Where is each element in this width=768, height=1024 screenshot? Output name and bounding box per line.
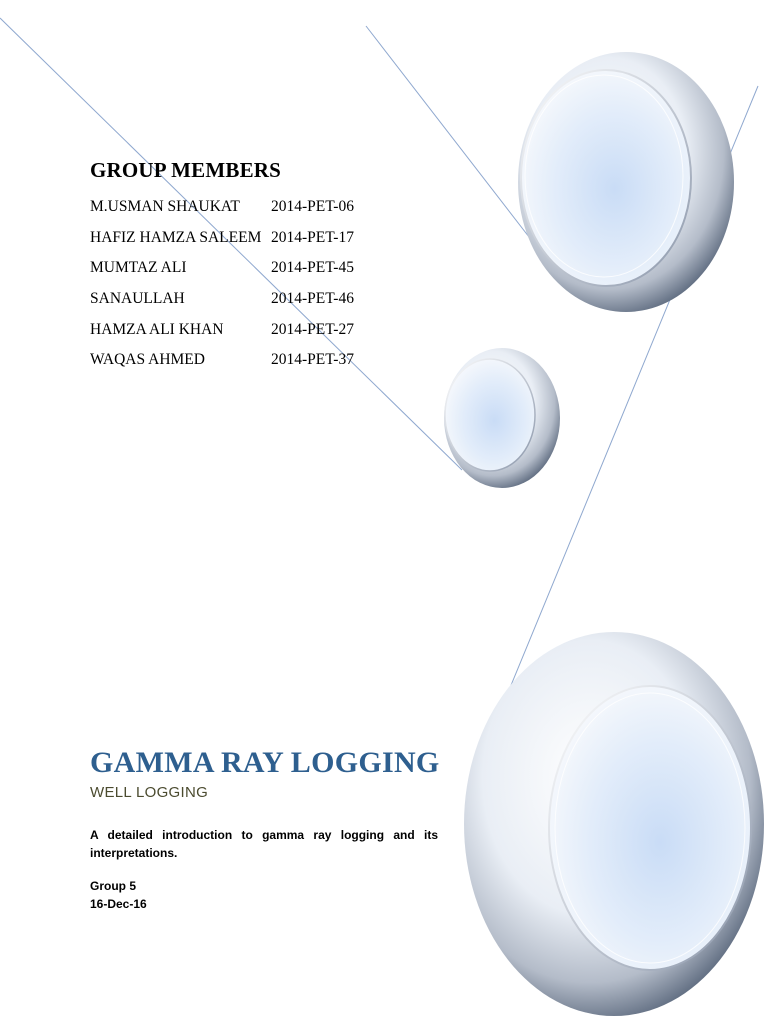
decorative-disc-top xyxy=(518,52,734,312)
member-id: 2014-PET-27 xyxy=(271,320,354,338)
document-abstract: A detailed introduction to gamma ray logging and its interpretations. xyxy=(90,828,438,860)
member-row xyxy=(90,321,354,352)
member-name: WAQAS AHMED xyxy=(90,351,205,369)
member-name: HAFIZ HAMZA SALEEM xyxy=(90,228,262,246)
member-row xyxy=(90,259,354,290)
document-title: GAMMA RAY LOGGING xyxy=(90,746,440,779)
member-name: M.USMAN SHAUKAT xyxy=(90,198,240,215)
member-id: 2014-PET-45 xyxy=(271,259,354,277)
member-row xyxy=(90,290,354,321)
group-members-heading: GROUP MEMBERS xyxy=(90,158,282,182)
member-row xyxy=(90,351,354,382)
decorative-disc-bottom xyxy=(464,632,764,1016)
member-id: 2014-PET-17 xyxy=(271,228,354,246)
decorative-line xyxy=(366,26,536,246)
document-subtitle: WELL LOGGING xyxy=(90,784,209,801)
decorative-disc-middle xyxy=(444,348,560,488)
document-date: 16-Dec-16 xyxy=(90,897,147,911)
member-id: 2014-PET-06 xyxy=(271,198,354,215)
member-row xyxy=(90,198,354,229)
member-name: HAMZA ALI KHAN xyxy=(90,320,224,338)
group-members-list xyxy=(90,198,354,382)
member-id: 2014-PET-46 xyxy=(271,290,354,308)
member-row xyxy=(90,229,354,260)
member-name: MUMTAZ ALI xyxy=(90,259,187,277)
member-id: 2014-PET-37 xyxy=(271,351,354,369)
member-name: SANAULLAH xyxy=(90,290,185,308)
group-label: Group 5 xyxy=(90,879,137,893)
